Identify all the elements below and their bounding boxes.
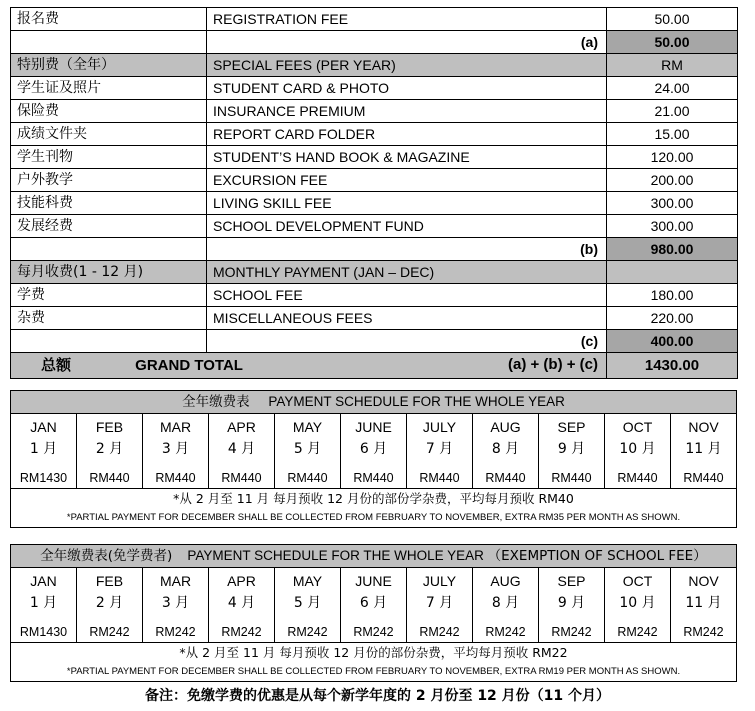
month-zh: 6 月 — [359, 595, 388, 611]
subtotal-amount: 980.00 — [607, 238, 738, 261]
schedule-note-zh: *从 2 月至 11 月 每月预收 12 月份的部份杂费，平均每月预收 RM22 — [11, 643, 737, 664]
fee-row — [11, 192, 738, 215]
fee-label-en: EXCURSION FEE — [207, 169, 607, 192]
month-cell — [671, 414, 737, 469]
fee-label-en: SCHOOL FEE — [207, 284, 607, 307]
note-row-zh — [11, 489, 737, 510]
grand-total-label — [11, 353, 607, 379]
month-zh: 1 月 — [29, 595, 58, 611]
empty-cell — [11, 330, 207, 353]
month-en: APR — [227, 419, 256, 435]
subtotal-amount: 400.00 — [607, 330, 738, 353]
month-zh: 2 月 — [95, 441, 124, 457]
month-zh: 5 月 — [293, 441, 322, 457]
month-cell — [341, 414, 407, 469]
month-amount: RM440 — [473, 468, 539, 489]
month-amount: RM242 — [407, 622, 473, 643]
month-amount: RM242 — [143, 622, 209, 643]
month-en: SEP — [557, 419, 586, 435]
fee-label-zh: 杂费 — [11, 307, 207, 330]
section-title-zh: 特别费（全年） — [11, 54, 207, 77]
fee-amount: 180.00 — [607, 284, 738, 307]
month-zh: 7 月 — [425, 441, 454, 457]
month-cell — [77, 568, 143, 623]
month-cell — [605, 568, 671, 623]
fee-label-en: INSURANCE PREMIUM — [207, 100, 607, 123]
month-en: MAY — [292, 419, 323, 435]
month-en: JUNE — [355, 573, 392, 589]
month-en: JULY — [422, 419, 457, 435]
note-row-en — [11, 663, 737, 682]
empty-cell — [11, 238, 207, 261]
grand-total-zh: 总额 — [40, 356, 71, 374]
month-en: APR — [227, 573, 256, 589]
schedule-title — [11, 391, 737, 414]
schedule-title-en: PAYMENT SCHEDULE FOR THE WHOLE YEAR — [187, 548, 484, 563]
month-en: AUG — [490, 573, 521, 589]
month-cell — [539, 414, 605, 469]
grand-total-row — [11, 353, 738, 379]
month-zh: 7 月 — [425, 595, 454, 611]
month-amount: RM440 — [407, 468, 473, 489]
schedule-header-row — [11, 545, 737, 568]
grand-total-formula: (a) + (b) + (c) — [507, 356, 598, 373]
subtotal-row-a — [11, 31, 738, 54]
month-en: JULY — [422, 573, 457, 589]
fee-amount: 21.00 — [607, 100, 738, 123]
month-en: JAN — [30, 419, 57, 435]
schedule-header-row — [11, 391, 737, 414]
fee-row — [11, 123, 738, 146]
fee-row — [11, 215, 738, 238]
month-cell — [407, 414, 473, 469]
month-en: OCT — [622, 573, 653, 589]
section-title-en: MONTHLY PAYMENT (JAN – DEC) — [207, 261, 607, 284]
note-row-en — [11, 509, 737, 528]
month-zh: 1 月 — [29, 441, 58, 457]
month-zh: 3 月 — [161, 441, 190, 457]
month-cell — [11, 568, 77, 623]
month-cell — [473, 414, 539, 469]
fee-label-zh: 发展经费 — [11, 215, 207, 238]
month-cell — [671, 568, 737, 623]
month-zh: 5 月 — [293, 595, 322, 611]
month-amount: RM440 — [605, 468, 671, 489]
month-amount: RM242 — [605, 622, 671, 643]
month-zh: 9 月 — [557, 441, 586, 457]
payment-schedule-table — [10, 390, 737, 528]
month-amount: RM242 — [539, 622, 605, 643]
month-en: FEB — [95, 573, 124, 589]
month-amount: RM242 — [209, 622, 275, 643]
schedule-note-en: *PARTIAL PAYMENT FOR DECEMBER SHALL BE COLLECTED FROM FEBRUARY TO NOVEMBER, EXTRA RM19 PER MONTH AS SHOWN. — [11, 663, 737, 682]
fee-row — [11, 284, 738, 307]
fee-amount: 300.00 — [607, 192, 738, 215]
month-en: FEB — [95, 419, 124, 435]
subtotal-row-b — [11, 238, 738, 261]
month-row — [11, 568, 737, 623]
amount-row — [11, 622, 737, 643]
schedule-title-zh: 全年缴费表(免学费者) — [40, 548, 173, 564]
fee-table — [10, 7, 738, 379]
schedule-note-en: *PARTIAL PAYMENT FOR DECEMBER SHALL BE COLLECTED FROM FEBRUARY TO NOVEMBER, EXTRA RM35 PER MONTH AS SHOWN. — [11, 509, 737, 528]
fee-amount: 50.00 — [607, 8, 738, 31]
month-en: MAR — [159, 419, 192, 435]
schedule-title-extra: （EXEMPTION OF SCHOOL FEE） — [487, 548, 707, 564]
subtotal-label: (a) — [207, 31, 607, 54]
month-amount: RM440 — [671, 468, 737, 489]
empty-cell — [607, 261, 738, 284]
payment-schedule-exemption-table — [10, 544, 737, 682]
month-amount: RM440 — [143, 468, 209, 489]
month-cell — [143, 414, 209, 469]
grand-total-en: GRAND TOTAL — [135, 357, 243, 374]
section-title-en: SPECIAL FEES (PER YEAR) — [207, 54, 607, 77]
month-en: NOV — [688, 573, 719, 589]
month-en: AUG — [490, 419, 521, 435]
fee-label-en: MISCELLANEOUS FEES — [207, 307, 607, 330]
section-title-zh: 每月收费(1 - 12 月) — [11, 261, 207, 284]
month-en: SEP — [557, 573, 586, 589]
month-cell — [605, 414, 671, 469]
month-en: MAY — [292, 573, 323, 589]
schedule-title-en: PAYMENT SCHEDULE FOR THE WHOLE YEAR — [268, 394, 565, 409]
month-amount: RM440 — [539, 468, 605, 489]
month-zh: 10 月 — [619, 595, 656, 611]
fee-amount: 220.00 — [607, 307, 738, 330]
fee-amount: 120.00 — [607, 146, 738, 169]
month-zh: 4 月 — [227, 441, 256, 457]
month-row — [11, 414, 737, 469]
note-row-zh — [11, 643, 737, 664]
grand-total-amount: 1430.00 — [607, 353, 738, 379]
fee-amount: 24.00 — [607, 77, 738, 100]
month-zh: 3 月 — [161, 595, 190, 611]
fee-label-en: REGISTRATION FEE — [207, 8, 607, 31]
fee-label-zh: 保险费 — [11, 100, 207, 123]
amount-row — [11, 468, 737, 489]
month-zh: 11 月 — [685, 441, 722, 457]
month-amount: RM242 — [275, 622, 341, 643]
month-cell — [77, 414, 143, 469]
fee-amount: 200.00 — [607, 169, 738, 192]
footer-remark: 备注：免缴学费的优惠是从每个新学年度的 2 月份至 12 月份（11 个月） — [144, 688, 611, 704]
month-zh: 2 月 — [95, 595, 124, 611]
month-zh: 6 月 — [359, 441, 388, 457]
fee-label-zh: 报名费 — [11, 8, 207, 31]
fee-row-registration — [11, 8, 738, 31]
fee-row — [11, 307, 738, 330]
currency-unit: RM — [607, 54, 738, 77]
month-cell — [209, 414, 275, 469]
fee-row — [11, 169, 738, 192]
subtotal-amount: 50.00 — [607, 31, 738, 54]
month-en: OCT — [622, 419, 653, 435]
month-cell — [11, 414, 77, 469]
fee-row — [11, 146, 738, 169]
month-cell — [275, 414, 341, 469]
section-header-monthly — [11, 261, 738, 284]
month-cell — [539, 568, 605, 623]
month-zh: 11 月 — [685, 595, 722, 611]
month-amount: RM242 — [671, 622, 737, 643]
subtotal-label: (b) — [207, 238, 607, 261]
month-en: JAN — [30, 573, 57, 589]
subtotal-label: (c) — [207, 330, 607, 353]
month-cell — [209, 568, 275, 623]
month-zh: 8 月 — [491, 441, 520, 457]
month-amount: RM242 — [341, 622, 407, 643]
month-zh: 4 月 — [227, 595, 256, 611]
schedule-title-zh: 全年缴费表 — [182, 394, 250, 410]
month-cell — [275, 568, 341, 623]
month-en: JUNE — [355, 419, 392, 435]
fee-row — [11, 100, 738, 123]
fee-label-en: STUDENT CARD & PHOTO — [207, 77, 607, 100]
subtotal-row-c — [11, 330, 738, 353]
month-zh: 10 月 — [619, 441, 656, 457]
month-zh: 9 月 — [557, 595, 586, 611]
month-cell — [407, 568, 473, 623]
schedule-title — [11, 545, 737, 568]
fee-label-en: REPORT CARD FOLDER — [207, 123, 607, 146]
fee-label-zh: 学生刊物 — [11, 146, 207, 169]
month-cell — [341, 568, 407, 623]
month-amount: RM440 — [341, 468, 407, 489]
month-amount: RM242 — [473, 622, 539, 643]
month-amount: RM440 — [275, 468, 341, 489]
empty-cell — [11, 31, 207, 54]
fee-label-zh: 学生证及照片 — [11, 77, 207, 100]
fee-row — [11, 77, 738, 100]
fee-label-en: LIVING SKILL FEE — [207, 192, 607, 215]
fee-amount: 300.00 — [607, 215, 738, 238]
fee-label-zh: 学费 — [11, 284, 207, 307]
fee-label-zh: 技能科费 — [11, 192, 207, 215]
section-header-special — [11, 54, 738, 77]
month-amount: RM1430 — [11, 622, 77, 643]
fee-amount: 15.00 — [607, 123, 738, 146]
month-en: NOV — [688, 419, 719, 435]
month-cell — [473, 568, 539, 623]
month-amount: RM440 — [77, 468, 143, 489]
fee-label-en: SCHOOL DEVELOPMENT FUND — [207, 215, 607, 238]
month-amount: RM440 — [209, 468, 275, 489]
month-zh: 8 月 — [491, 595, 520, 611]
schedule-note-zh: *从 2 月至 11 月 每月预收 12 月份的部份学杂费，平均每月预收 RM40 — [11, 489, 737, 510]
month-amount: RM1430 — [11, 468, 77, 489]
fee-label-zh: 成绩文件夹 — [11, 123, 207, 146]
month-amount: RM242 — [77, 622, 143, 643]
month-cell — [143, 568, 209, 623]
fee-label-en: STUDENT’S HAND BOOK & MAGAZINE — [207, 146, 607, 169]
month-en: MAR — [159, 573, 192, 589]
fee-label-zh: 户外教学 — [11, 169, 207, 192]
